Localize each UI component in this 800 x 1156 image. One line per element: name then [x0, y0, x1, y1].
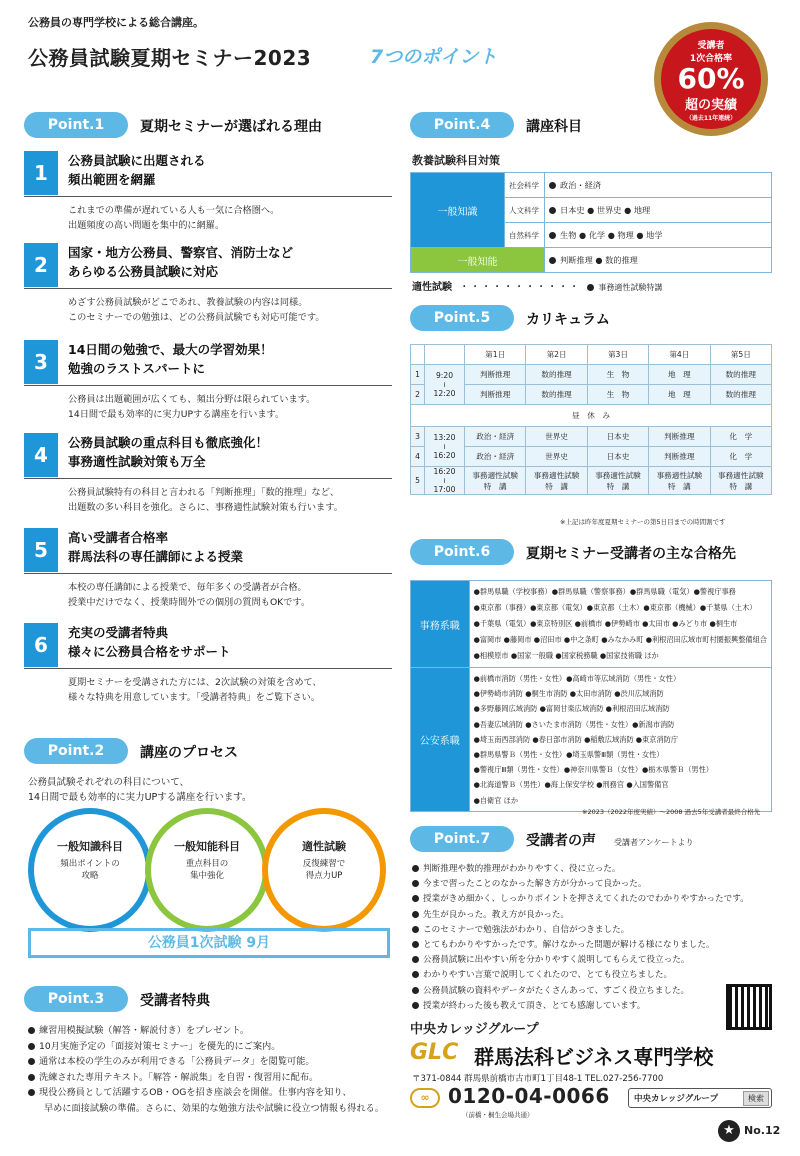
pass-table	[410, 580, 772, 812]
search-box[interactable]	[628, 1088, 772, 1108]
police-item: ●群馬県警Ｂ（男性・女性）●埼玉県警Ⅲ類（男性・女性）	[473, 750, 664, 760]
divider	[24, 385, 392, 386]
footer-group: 中央カレッジグループ	[410, 1022, 539, 1037]
benefit-item: 洗練された専用テキスト。「解答・解説集」を自習・復習用に配布。	[28, 1069, 318, 1083]
phone-icon: ∞	[410, 1088, 440, 1108]
bullet-icon	[28, 1058, 35, 1065]
voice-item: このセミナーで勉強法がわかり、自信がつきました。	[412, 923, 629, 935]
aptitude-label: 適性試験	[412, 282, 452, 293]
divider	[24, 668, 392, 669]
reason-description: 本校の専任講師による授業で、毎年多くの受講者が合格。 授業中だけでなく、授業時間外での個別の質問もOKです。	[68, 582, 311, 608]
bullet-icon	[28, 1089, 35, 1096]
day-header: 第1日	[465, 345, 526, 365]
star-icon: ★	[718, 1120, 740, 1142]
subject-items: 生物 ● 化学 ● 物理 ● 地学	[545, 223, 772, 248]
bullet-icon	[412, 956, 419, 963]
office-item: ●東京都（事務）●東京都（電気）●東京都（土木）●東京都（機械）●千葉県（土木）	[473, 603, 757, 612]
police-item: ●伊勢崎市消防 ●桐生市消防 ●太田市消防 ●渋川広域消防	[473, 689, 664, 699]
step-desc: 反復練習で 得点力UP	[302, 859, 346, 881]
goal-box	[28, 928, 390, 958]
police-item: ●自衛官 ほか	[473, 795, 519, 805]
points-tag: 7つのポイント	[370, 46, 498, 68]
reason-description: 公務員は出題範囲が広くても、頻出分野は限られています。 14日間で最も効率的に実力UPする講座を行います。	[68, 394, 316, 420]
badge-percent: 60%	[677, 62, 745, 95]
police-item: ●警視庁Ⅲ類（男性・女性）●神奈川県警Ｂ（女性）●栃木県警Ｂ（男性）	[473, 765, 713, 775]
reason-description: 夏期セミナーを受講された方には、2次試験の対策を含めて、 様々な特典を用意しています。「受講者特典」をご覧下さい。	[68, 677, 322, 703]
glc-logo: GLC	[410, 1040, 459, 1065]
day-header: 第5日	[710, 345, 771, 365]
subject-category: 自然科学	[505, 223, 545, 248]
reason-heading: 公務員試験に出題される 頻出範囲を網羅	[68, 153, 206, 187]
point5-label: Point.5	[410, 305, 514, 331]
voice-item: とてもわかりやすかったです。解けなかった問題が解ける様になりました。	[412, 938, 715, 950]
bullet-icon	[412, 895, 419, 902]
tel-note: （前橋・桐生会場共通）	[462, 1111, 534, 1119]
benefit-item: 通常は本校の学生のみが利用できる「公務員データ」を閲覧可能。	[28, 1053, 315, 1067]
step-desc: 重点科目の 集中強化	[185, 859, 229, 881]
reason-number: 6	[24, 623, 58, 667]
bullet-icon	[412, 987, 419, 994]
pass-note: ※2023（2022年度実績）～2008 過去5年受講者最終合格先	[582, 808, 761, 816]
bullet-icon	[412, 865, 419, 872]
reason-description: 公務員試験特有の科目と言われる「判断推理」「数的推理」など、 出題数の多い科目を強化。さらに、事務適性試験対策も行います。	[68, 487, 343, 513]
voice-item: 公務員試験に出やすい所を分かりやすく説明してもらえて役立った。	[412, 953, 689, 965]
divider	[24, 196, 392, 197]
police-item: ●多野藤岡広域消防 ●富岡甘楽広域消防 ●利根沼田広域消防	[473, 704, 670, 714]
office-item: ●相模原市 ●国家一般職 ●国家税務職 ●国家技術職 ほか	[473, 651, 659, 660]
goal-text: 公務員1次試験 9月	[147, 935, 271, 951]
bullet-icon	[412, 1002, 419, 1009]
office-item: ●千葉県（電気）●東京特別区 ●前橋市 ●伊勢崎市 ●太田市 ●みどり市 ●桐生市	[473, 619, 738, 628]
point6-title: 夏期セミナー受講者の主な合格先	[526, 546, 736, 562]
point6-label: Point.6	[410, 539, 514, 565]
bullet-icon	[28, 1074, 35, 1081]
lunch-row: 昼 休 み	[411, 405, 772, 427]
step-circle	[268, 814, 380, 926]
reason-number: 4	[24, 433, 58, 477]
badge-line1: 受講者	[697, 41, 725, 51]
police-item: ●埼玉南西部消防 ●春日部市消防 ●稲敷広域消防 ●東京消防庁	[473, 734, 679, 744]
bullet-icon	[412, 880, 419, 887]
day-header: 第4日	[649, 345, 710, 365]
bullet-icon	[412, 971, 419, 978]
aptitude-subject: 事務適性試験特講	[598, 283, 663, 292]
benefit-item: 10月実施予定の「面接対策セミナー」を優先的にご案内。	[28, 1038, 280, 1052]
step-desc: 頻出ポイントの 攻略	[60, 859, 120, 881]
office-label-cell: 事務系職	[411, 581, 470, 668]
voice-item: わかりやすい言葉で説明してくれたので、とても役立ちました。	[412, 968, 672, 980]
day-header: 第3日	[587, 345, 648, 365]
curriculum-table: 第1日 第2日 第3日 第4日 第5日 1 9:20 ≀ 12:20 判断推理 数的推理 生 物 地 理 数的推理 2 判断推理 数的推理 生 物 地 理 数的推理 昼 休 み 3 13:20 ≀ 16:20 政治・経済 世界史 日本史 判断推理 化 学 4 政治・経済 世界史 日本史 判断推理 化 学 5 16:20 ≀ 17:00 事務適性試験 特 講 事務適性試験 特 講 事務適性試験 特 講 事務適性試験 特 講 事務適性試験 特 講	[410, 344, 772, 495]
subject-category: 人文科学	[505, 198, 545, 223]
reason-heading: 高い受講者合格率 群馬法科の専任講師による授業	[68, 530, 244, 564]
badge-line4: （過去11年連続）	[685, 115, 737, 122]
police-list	[469, 668, 771, 812]
police-item: ●前橋市消防（男性・女性）●高崎市等広域消防（男性・女性）	[473, 674, 681, 683]
point5-title: カリキュラム	[526, 312, 610, 328]
point7-label: Point.7	[410, 826, 514, 852]
school-address: 〒371-0844 群馬県前橋市古市町1丁目48-1 TEL.027-256-7700	[412, 1074, 664, 1084]
voice-item: 授業が終わった後も教えて頂き、とても感謝しています。	[412, 999, 645, 1011]
reason-heading: 公務員試験の重点科目も徹底強化！ 事務適性試験対策も万全	[68, 435, 269, 469]
step-circle	[151, 814, 263, 926]
subject-subtitle: 教養試験科目対策	[412, 154, 500, 167]
qr-code	[726, 984, 772, 1030]
point7-sub: 受講者アンケートより	[614, 838, 694, 847]
voice-item: 今まで習ったことのなかった解き方が分かって良かった。	[412, 877, 646, 889]
point4-label: Point.4	[410, 112, 514, 138]
police-item: ●北海道警Ｂ（男性）●海上保安学校 ●刑務官 ●入国警備官	[473, 780, 669, 790]
bullet-icon	[412, 911, 419, 918]
badge-line2: 1次合格率	[689, 54, 733, 64]
bullet-icon	[28, 1043, 35, 1050]
reason-heading: 国家・地方公務員、警察官、消防士など あらゆる公務員試験に対応	[68, 245, 294, 279]
reason-description: めざす公務員試験がどこであれ、教養試験の内容は同様。 このセミナーでの勉強は、どの公務員試験でも対応可能です。	[68, 297, 325, 323]
point1-title: 夏期セミナーが選ばれる理由	[140, 119, 322, 135]
step-title: 適性試験	[302, 840, 346, 853]
school-name: 群馬法科ビジネス専門学校	[474, 1045, 714, 1069]
subject-category: 社会科学	[505, 173, 545, 198]
bullet-icon	[412, 926, 419, 933]
voice-item: 公務員試験の資料やデータがたくさんあって、すごく役立ちました。	[412, 984, 689, 996]
day-header: 第2日	[526, 345, 587, 365]
step-title: 一般知能科目	[174, 840, 240, 853]
general-ability-cell: 一般知能	[411, 248, 545, 273]
bullet-icon	[587, 284, 594, 291]
point4-title: 講座科目	[526, 119, 582, 135]
reason-number: 5	[24, 528, 58, 572]
achievement-badge	[652, 20, 770, 138]
benefit-item: 練習用模擬試験（解答・解説付き）をプレゼント。	[28, 1022, 249, 1036]
reason-heading: 14日間の勉強で、最大の学習効果！ 勉強のラストスパートに	[68, 342, 273, 376]
subject-items: 日本史 ● 世界史 ● 地理	[545, 198, 772, 223]
office-list	[469, 581, 771, 668]
page-title: 公務員試験夏期セミナー2023	[28, 46, 312, 70]
police-item: ●吾妻広域消防 ●さいたま市消防（男性・女性）●新潟市消防	[473, 719, 675, 729]
step-circle	[34, 814, 146, 926]
point1-label: Point.1	[24, 112, 128, 138]
divider	[24, 478, 392, 479]
search-text: 中央カレッジグループ	[634, 1094, 719, 1104]
point7-title: 受講者の声	[526, 833, 596, 849]
voice-item: 先生が良かった。教え方が良かった。	[412, 908, 569, 920]
badge-line3: 超の実績	[684, 98, 737, 113]
process-intro2: 14日間で最も効率的に実力UPする講座を行います。	[28, 792, 252, 803]
subject-items: 政治・経済	[545, 173, 772, 198]
process-intro1: 公務員試験それぞれの科目について、	[28, 777, 190, 788]
reason-heading: 充実の受講者特典 様々に公務員合格をサポート	[68, 625, 231, 659]
reason-number: 2	[24, 243, 58, 287]
aptitude-row	[412, 278, 662, 293]
step-title: 一般知識科目	[57, 840, 123, 853]
office-item: ●富岡市 ●藤岡市 ●沼田市 ●中之条町 ●みなかみ町 ●利根沼田広域市町村圏振興整備組合	[473, 635, 767, 644]
bullet-icon	[28, 1027, 35, 1034]
curriculum-note: ※上記は昨年度夏期セミナーの第5日目までの時間割です	[560, 518, 726, 526]
reason-number: 1	[24, 151, 58, 195]
header-subtitle: 公務員の専門学校による総合講座。	[28, 16, 204, 29]
general-knowledge-cell: 一般知識	[411, 173, 505, 248]
point3-title: 受講者特典	[140, 993, 210, 1009]
reason-description: これまでの準備が遅れている人も一気に合格圏へ。 出題頻度の高い問題を集中的に網羅。	[68, 205, 280, 231]
divider	[24, 573, 392, 574]
subject-table	[410, 172, 772, 273]
benefit-item: 早めに面接試験の準備。さらに、効果的な勉強方法や試験に役立つ情報も得れる。	[44, 1102, 384, 1114]
voice-item: 判断推理や数的推理がわかりやすく、役に立った。	[412, 862, 621, 874]
ability-items: 判断推理 ● 数的推理	[545, 248, 772, 273]
bullet-icon	[412, 941, 419, 948]
point3-label: Point.3	[24, 986, 128, 1012]
aptitude-dots: ・・・・・・・・・・・	[459, 282, 581, 293]
point2-title: 講座のプロセス	[140, 745, 238, 761]
tel-number[interactable]: 0120-04-0066	[448, 1084, 610, 1108]
voice-item: 授業がきめ細かく、しっかりポイントを押さえてくれたのでわかりやすかったです。	[412, 892, 749, 904]
divider	[24, 288, 392, 289]
benefit-item: 現役公務員として活躍するOB・OGを招き座談会を開催。仕事内容を知り、	[28, 1084, 352, 1098]
search-button[interactable]: 検索	[743, 1091, 769, 1106]
page-number: No.12	[744, 1124, 781, 1137]
police-label-cell: 公安系職	[411, 668, 470, 812]
point2-label: Point.2	[24, 738, 128, 764]
reason-number: 3	[24, 340, 58, 384]
office-item: ●群馬県職（学校事務）●群馬県職（警察事務）●群馬県職（電気）●警視庁事務	[473, 587, 736, 596]
